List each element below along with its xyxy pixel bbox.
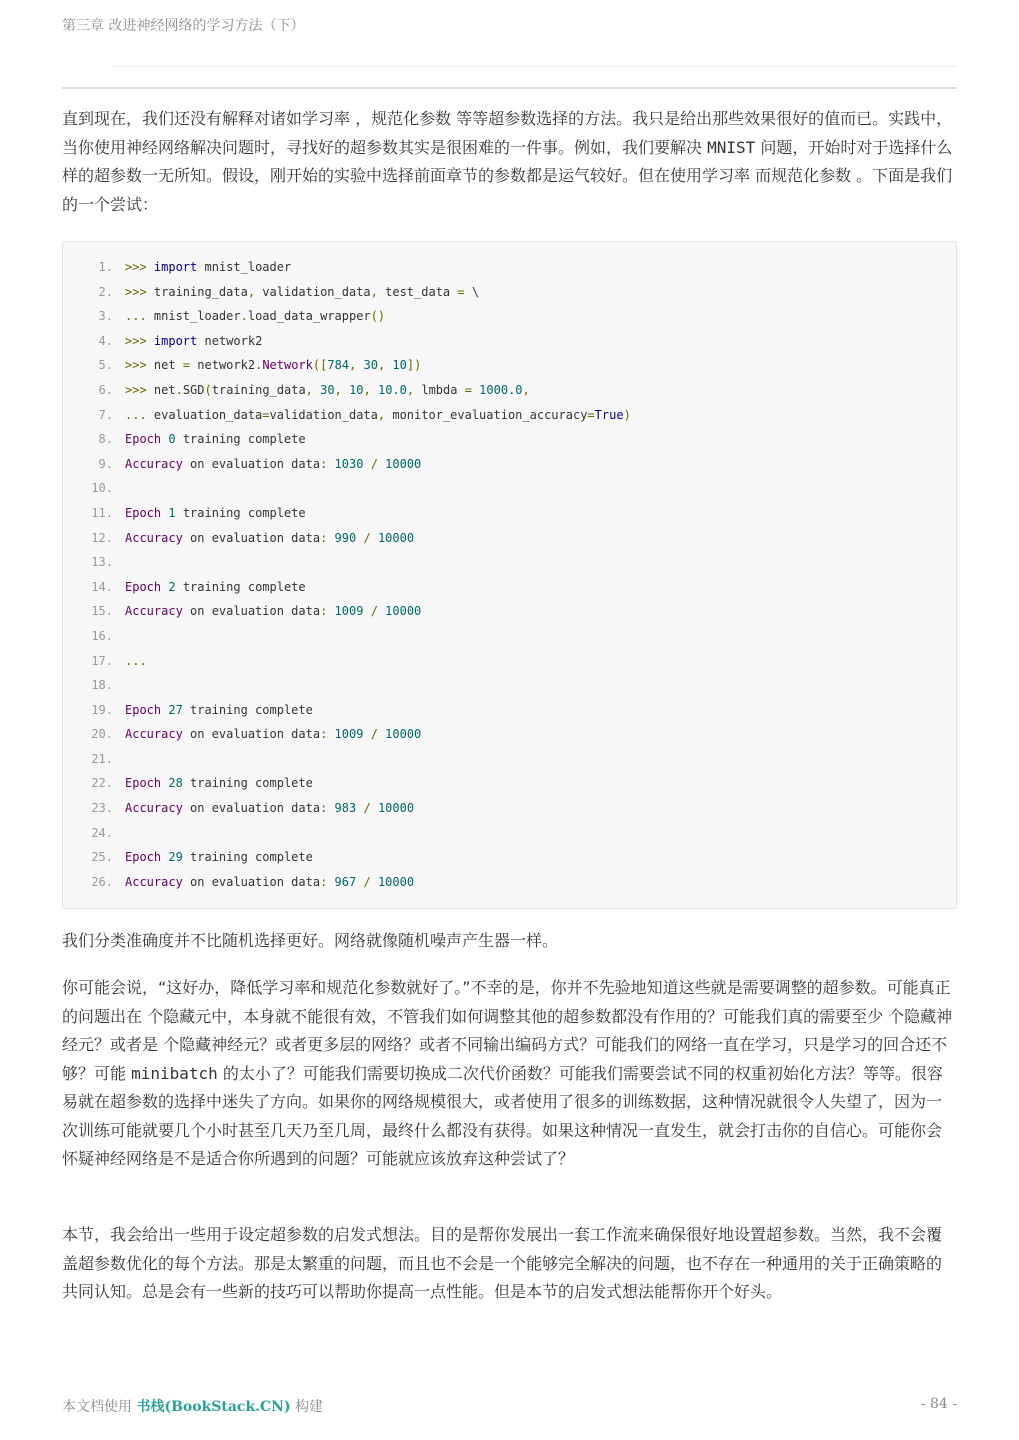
code-token: 1000.0	[479, 382, 523, 397]
text-run: 问题，开始时对于选择什么样的超参数一无所知。假设，刚开始的实验中选择前面章节的参数都是运气较好。但在使用学习率 而规范化参数 。下面是我们的一个尝试：	[62, 137, 953, 214]
code-token: net	[153, 358, 183, 373]
code-token: on evaluation data	[182, 530, 321, 545]
code-token: >>>	[125, 284, 154, 299]
line-number: 25.	[91, 850, 113, 865]
code-token: Accuracy	[125, 456, 183, 471]
code-token: Epoch	[125, 776, 162, 791]
line-number: 3.	[98, 309, 113, 324]
text-run: 直到现在，我们还没有解释对诸如学习率 ，规范化参数 等等超参数选择的方法。我只是给出那些效果很好的值而已。实践中，当你使用神经网络解决问题时，寻找好的超参数其实是很困难的一件事。例如，我们要解决	[62, 109, 953, 157]
code-token	[371, 383, 378, 397]
line-number: 26.	[91, 874, 113, 889]
code-token: ...	[125, 407, 154, 422]
code-line	[63, 599, 956, 624]
code-token	[371, 875, 378, 889]
line-number: 5.	[98, 358, 113, 373]
code-token: /	[363, 874, 371, 889]
line-number: 8.	[98, 432, 113, 447]
code-token: validation_data	[255, 284, 371, 299]
code-token: =	[457, 284, 465, 299]
code-token: 990	[334, 530, 357, 545]
text-run: 你可能会说，“这好办，降低学习率和规范化参数就好了。”不幸的是，你并不先验地知道这些就是需要调整的超参数。可能真正的问题出在 个隐藏元中，本身就不能很有效，不管我们如何调整其他的超参数都没有作用的？可能我们真的需要至少 个隐藏神经元？或者是 个隐藏神经元？或者更多层的网络？或者不同输出编码方式？可能我们的网络一直在学习，只是学习的回合还不够？可能	[62, 978, 953, 1083]
line-number: 14.	[91, 579, 113, 594]
code-token: ()	[370, 309, 386, 324]
code-token: :	[320, 801, 328, 816]
line-number: 11.	[91, 505, 113, 520]
code-token: mnist_loader	[197, 260, 292, 274]
code-line	[63, 329, 956, 354]
code-token: on evaluation data	[182, 801, 321, 816]
line-number: 23.	[91, 801, 113, 816]
line-number: 24.	[91, 825, 113, 840]
line-number: 6.	[98, 382, 113, 397]
code-token: Epoch	[125, 579, 162, 594]
line-number: 4.	[98, 333, 113, 348]
code-token: ,	[334, 382, 342, 397]
code-token: 10000	[377, 874, 415, 889]
code-token: 30	[320, 382, 335, 397]
code-token: import	[153, 333, 198, 348]
code-token	[371, 801, 378, 815]
code-token: 0	[168, 432, 176, 447]
code-token: network2	[190, 358, 256, 373]
code-token: ])	[406, 358, 422, 373]
code-line	[63, 550, 956, 575]
code-line	[63, 747, 956, 772]
code-token: on evaluation data	[182, 874, 321, 889]
code-token: 1009	[334, 604, 364, 619]
code-token: ,	[370, 284, 378, 299]
code-token: .	[255, 358, 263, 373]
inline-code: minibatch	[131, 1063, 218, 1083]
code-token: training complete	[175, 505, 306, 520]
page-number: - 84 -	[920, 1396, 957, 1412]
text-run: 的太小了？可能我们需要切换成二次代价函数？可能我们需要尝试不同的权重初始化方法？等等。很容易就在超参数的选择中迷失了方向。如果你的网络规模很大，或者使用了很多的训练数据，这种情况就很令人失望了，因为一次训练可能就要几个小时甚至几天乃至几周，最终什么都没有获得。如果这种情况一直发生，就会打击你的自信心。可能你会怀疑神经网络是不是适合你所遇到的问题？可能就应该放弃这种尝试了？	[62, 1063, 943, 1168]
header-title: 第三章 改进神经网络的学习方法（下）	[62, 18, 305, 34]
line-number: 19.	[91, 702, 113, 717]
code-token: =	[262, 407, 270, 422]
code-line	[63, 353, 956, 378]
line-number: 13.	[91, 555, 113, 570]
line-number: 15.	[91, 604, 113, 619]
code-token	[342, 383, 349, 397]
paragraph-discussion	[62, 974, 957, 1174]
code-token	[327, 531, 334, 545]
code-token: ,	[522, 382, 530, 397]
code-line	[63, 771, 956, 796]
line-number: 17.	[91, 653, 113, 668]
code-token: training complete	[182, 850, 313, 865]
code-token: \	[464, 284, 480, 299]
code-token: 10.0	[377, 382, 407, 397]
code-token: training complete	[175, 579, 306, 594]
code-token: Epoch	[125, 505, 162, 520]
code-token: ,	[377, 358, 386, 373]
code-line	[63, 452, 956, 477]
code-token: ([	[312, 358, 328, 373]
code-token: >>>	[125, 358, 154, 373]
code-token: 10000	[385, 604, 422, 619]
code-token: ,	[305, 382, 313, 397]
code-line	[63, 673, 956, 698]
code-token: /	[370, 604, 378, 619]
code-token: ,	[377, 407, 386, 422]
code-line	[63, 501, 956, 526]
code-token: :	[320, 530, 328, 545]
code-token: 27	[168, 702, 183, 717]
code-line	[63, 624, 956, 649]
code-token: 1009	[334, 727, 364, 742]
code-line	[63, 575, 956, 600]
code-token: Accuracy	[125, 874, 183, 889]
code-token: Accuracy	[125, 604, 183, 619]
code-token	[356, 358, 363, 372]
code-line	[63, 476, 956, 501]
code-token: lmbda	[414, 382, 465, 397]
code-token	[327, 875, 334, 889]
code-token: (	[204, 382, 212, 397]
code-line	[63, 427, 956, 452]
code-token: 1030	[334, 456, 364, 471]
code-token: ...	[125, 653, 147, 668]
code-line	[63, 255, 956, 280]
line-number: 16.	[91, 628, 113, 643]
code-token: ,	[349, 358, 357, 373]
code-token: evaluation_data	[153, 407, 263, 422]
code-token: import	[153, 260, 198, 274]
code-line	[63, 526, 956, 551]
code-token: on evaluation data	[182, 727, 321, 742]
line-number: 12.	[91, 530, 113, 545]
code-token: ,	[247, 284, 256, 299]
code-token: 30	[363, 358, 378, 373]
line-number: 7.	[98, 407, 113, 422]
code-token: :	[320, 456, 328, 471]
inline-code: MNIST	[707, 137, 756, 157]
line-number: 1.	[98, 260, 113, 274]
code-token: 1	[168, 505, 176, 520]
code-token: /	[370, 456, 378, 471]
code-token: ...	[125, 309, 154, 324]
code-token: 784	[327, 358, 350, 373]
code-line	[63, 403, 956, 428]
paragraph-result	[62, 927, 957, 956]
code-token: 10000	[377, 530, 415, 545]
header-divider	[62, 87, 957, 89]
code-token: net	[153, 382, 176, 397]
text-run: 我们分类准确度并不比随机选择更好。网络就像随机噪声产生器一样。	[62, 931, 559, 950]
code-token: Epoch	[125, 850, 162, 865]
code-token	[371, 531, 378, 545]
code-token: 28	[168, 776, 183, 791]
code-token	[327, 727, 334, 741]
code-lines	[63, 255, 956, 894]
code-token: training complete	[182, 702, 313, 717]
code-token: =	[464, 382, 472, 397]
code-line	[63, 821, 956, 846]
code-token: 10000	[385, 727, 422, 742]
code-line	[63, 649, 956, 674]
code-token: >>>	[125, 382, 154, 397]
code-token: training complete	[175, 432, 306, 447]
code-token: 10000	[385, 456, 422, 471]
paragraph-section-intro	[62, 1221, 957, 1307]
code-token: 10000	[377, 801, 415, 816]
code-token: Accuracy	[125, 530, 183, 545]
code-token: >>>	[125, 333, 154, 348]
code-token: .	[240, 309, 248, 324]
code-token: :	[320, 727, 328, 742]
code-token: on evaluation data	[182, 604, 321, 619]
code-line	[63, 722, 956, 747]
code-token: =	[182, 358, 191, 373]
code-token: >>>	[125, 260, 154, 274]
code-token: ,	[406, 382, 415, 397]
code-line	[63, 378, 956, 403]
code-token: load_data_wrapper	[247, 309, 371, 324]
code-token	[327, 457, 334, 471]
code-token: Epoch	[125, 432, 162, 447]
line-number: 21.	[91, 751, 113, 766]
code-token	[327, 801, 334, 815]
code-token: 10	[392, 358, 407, 373]
line-number: 2.	[98, 284, 113, 299]
code-line	[63, 870, 956, 895]
code-token: .	[175, 382, 183, 397]
code-token	[363, 604, 370, 618]
code-token	[327, 604, 334, 618]
code-token: training_data	[153, 284, 248, 299]
code-token: /	[363, 530, 371, 545]
footer-credit	[62, 1396, 323, 1416]
code-token: /	[370, 727, 378, 742]
code-token: monitor_evaluation_accuracy	[385, 407, 588, 422]
code-line	[63, 304, 956, 329]
code-token	[363, 727, 370, 741]
line-number: 18.	[91, 678, 113, 693]
code-token: /	[363, 801, 371, 816]
code-block	[62, 241, 957, 909]
text-run: 本节，我会给出一些用于设定超参数的启发式想法。目的是帮你发展出一套工作流来确保很好地设置超参数。当然，我不会覆盖超参数优化的每个方法。那是太繁重的问题，而且也不会是一个能够完全解决的问题，也不存在一种通用的关于正确策略的共同认知。总是会有一些新的技巧可以帮助你提高一点性能。但是本节的启发式想法能帮你开个好头。	[62, 1225, 943, 1301]
code-token: 2	[168, 579, 176, 594]
line-number: 20.	[91, 727, 113, 742]
bookstack-link[interactable]: 书栈(BookStack.CN)	[136, 1399, 291, 1415]
code-token: SGD	[182, 382, 205, 397]
code-token: 10	[349, 382, 364, 397]
code-token: 983	[334, 801, 357, 816]
code-token: on evaluation data	[182, 456, 321, 471]
footer-prefix: 本文档使用	[62, 1399, 132, 1415]
code-token: 29	[168, 850, 183, 865]
code-token: :	[320, 604, 328, 619]
code-token: test_data	[377, 284, 458, 299]
code-token: )	[623, 407, 631, 422]
code-token: Network	[262, 358, 313, 373]
footer-suffix: 构建	[295, 1399, 324, 1415]
code-token: Epoch	[125, 702, 162, 717]
code-line	[63, 280, 956, 305]
code-token	[363, 457, 370, 471]
line-number: 22.	[91, 776, 113, 791]
line-number: 9.	[98, 456, 113, 471]
code-token: ,	[363, 382, 371, 397]
code-token: network2	[197, 333, 263, 348]
code-line	[63, 796, 956, 821]
code-token: True	[594, 407, 624, 422]
code-token: :	[320, 874, 328, 889]
paragraph-intro	[62, 105, 957, 219]
code-token: mnist_loader	[153, 309, 241, 324]
code-token: validation_data	[269, 407, 378, 422]
code-token: Accuracy	[125, 727, 183, 742]
code-token: training complete	[182, 776, 313, 791]
code-line	[63, 698, 956, 723]
code-token: training_data	[211, 382, 306, 397]
header-divider-thin	[112, 66, 957, 67]
code-token: =	[587, 407, 595, 422]
line-number: 10.	[91, 481, 113, 496]
code-token: 967	[334, 874, 357, 889]
code-line	[63, 845, 956, 870]
code-token: Accuracy	[125, 801, 183, 816]
